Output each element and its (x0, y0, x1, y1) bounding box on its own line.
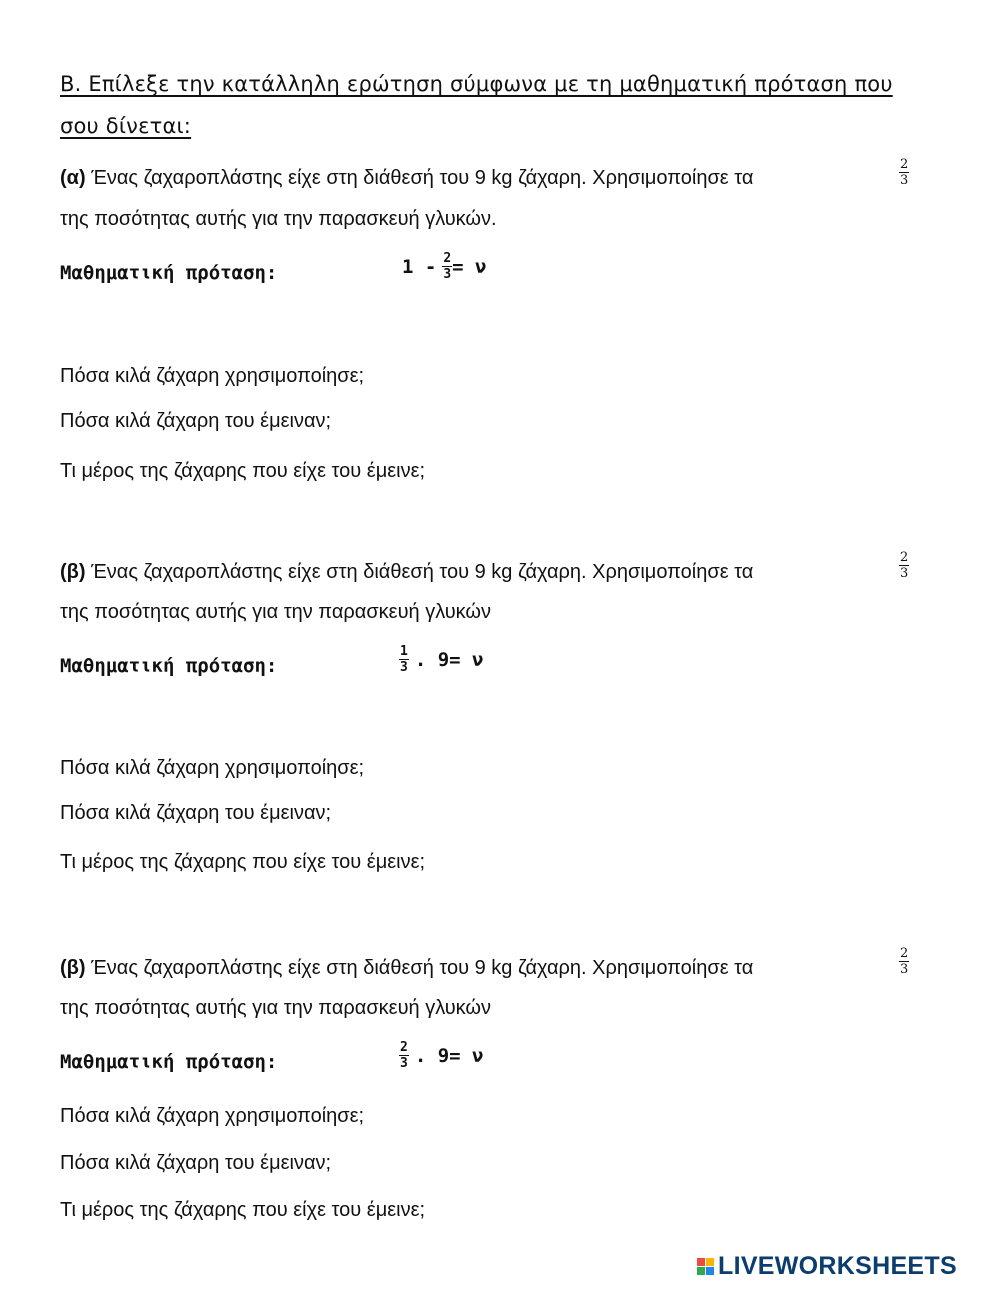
choice-option[interactable]: Τι μέρος της ζάχαρης που είχε του έμεινε; (60, 1199, 426, 1221)
math-statement-label: Μαθηματική πρόταση: (60, 655, 278, 677)
math-expression: $\frac{1}{3}$ . 9= ν (400, 644, 484, 675)
choice-option[interactable]: Τι μέρος της ζάχαρης που είχε του έμεινε; (60, 851, 426, 873)
math-statement-label: Μαθηματική πρόταση: (60, 1051, 278, 1073)
choice-option[interactable]: Πόσα κιλά ζάχαρη χρησιμοποίησε; (60, 757, 365, 779)
logo-text: LIVEWORKSHEETS (718, 1252, 957, 1280)
expression-fraction: $\frac{2}{3}$ (400, 1040, 408, 1071)
section-label: (β) (60, 561, 86, 583)
problem-fraction: $\frac{2}{3}$ (900, 550, 909, 581)
problem-text-line2: της ποσότητας αυτής για την παρασκευή γλυκών (60, 601, 492, 623)
choice-option[interactable]: Πόσα κιλά ζάχαρη χρησιμοποίησε; (60, 365, 365, 387)
expression-fraction: $\frac{1}{3}$ (400, 644, 408, 675)
section-label: (β) (60, 957, 86, 979)
problem-text-line1: Ένας ζαχαροπλάστης είχε στη διάθεσή του 9 kg ζάχαρη. Χρησιμοποίησε τα (91, 957, 754, 979)
problem-text-line2: της ποσότητας αυτής για την παρασκευή γλυκών (60, 997, 492, 1019)
choice-option[interactable]: Πόσα κιλά ζάχαρη του έμειναν; (60, 410, 332, 432)
problem-fraction: $\frac{2}{3}$ (900, 946, 909, 977)
logo-mark-icon (697, 1258, 714, 1275)
choice-option[interactable]: Πόσα κιλά ζάχαρη του έμειναν; (60, 802, 332, 824)
math-statement-label: Μαθηματική πρόταση: (60, 262, 278, 284)
problem-text-line1: Ένας ζαχαροπλάστης είχε στη διάθεσή του 9 kg ζάχαρη. Χρησιμοποίησε τα (91, 561, 754, 583)
liveworksheets-logo (697, 1252, 957, 1281)
math-expression: $\frac{2}{3}$ . 9= ν (400, 1040, 484, 1071)
problem-text-line1: Ένας ζαχαροπλάστης είχε στη διάθεσή του 9 kg ζάχαρη. Χρησιμοποίησε τα (91, 167, 754, 189)
problem-text-line2: της ποσότητας αυτής για την παρασκευή γλυκών. (60, 208, 497, 230)
math-expression: 1 - $\frac{2}{3}$ = ν (402, 251, 487, 282)
choice-option[interactable]: Τι μέρος της ζάχαρης που είχε του έμεινε; (60, 460, 426, 482)
choice-option[interactable]: Πόσα κιλά ζάχαρη χρησιμοποίησε; (60, 1105, 365, 1127)
choice-option[interactable]: Πόσα κιλά ζάχαρη του έμειναν; (60, 1152, 332, 1174)
expression-fraction: $\frac{2}{3}$ (443, 251, 452, 282)
problem-fraction: $\frac{2}{3}$ (900, 157, 909, 188)
instruction-heading-line2: σου δίνεται: (60, 114, 192, 138)
instruction-heading-line1: Β. Επίλεξε την κατάλληλη ερώτηση σύμφωνα με τη μαθηματική πρόταση που (60, 72, 893, 96)
section-label: (α) (60, 167, 86, 189)
